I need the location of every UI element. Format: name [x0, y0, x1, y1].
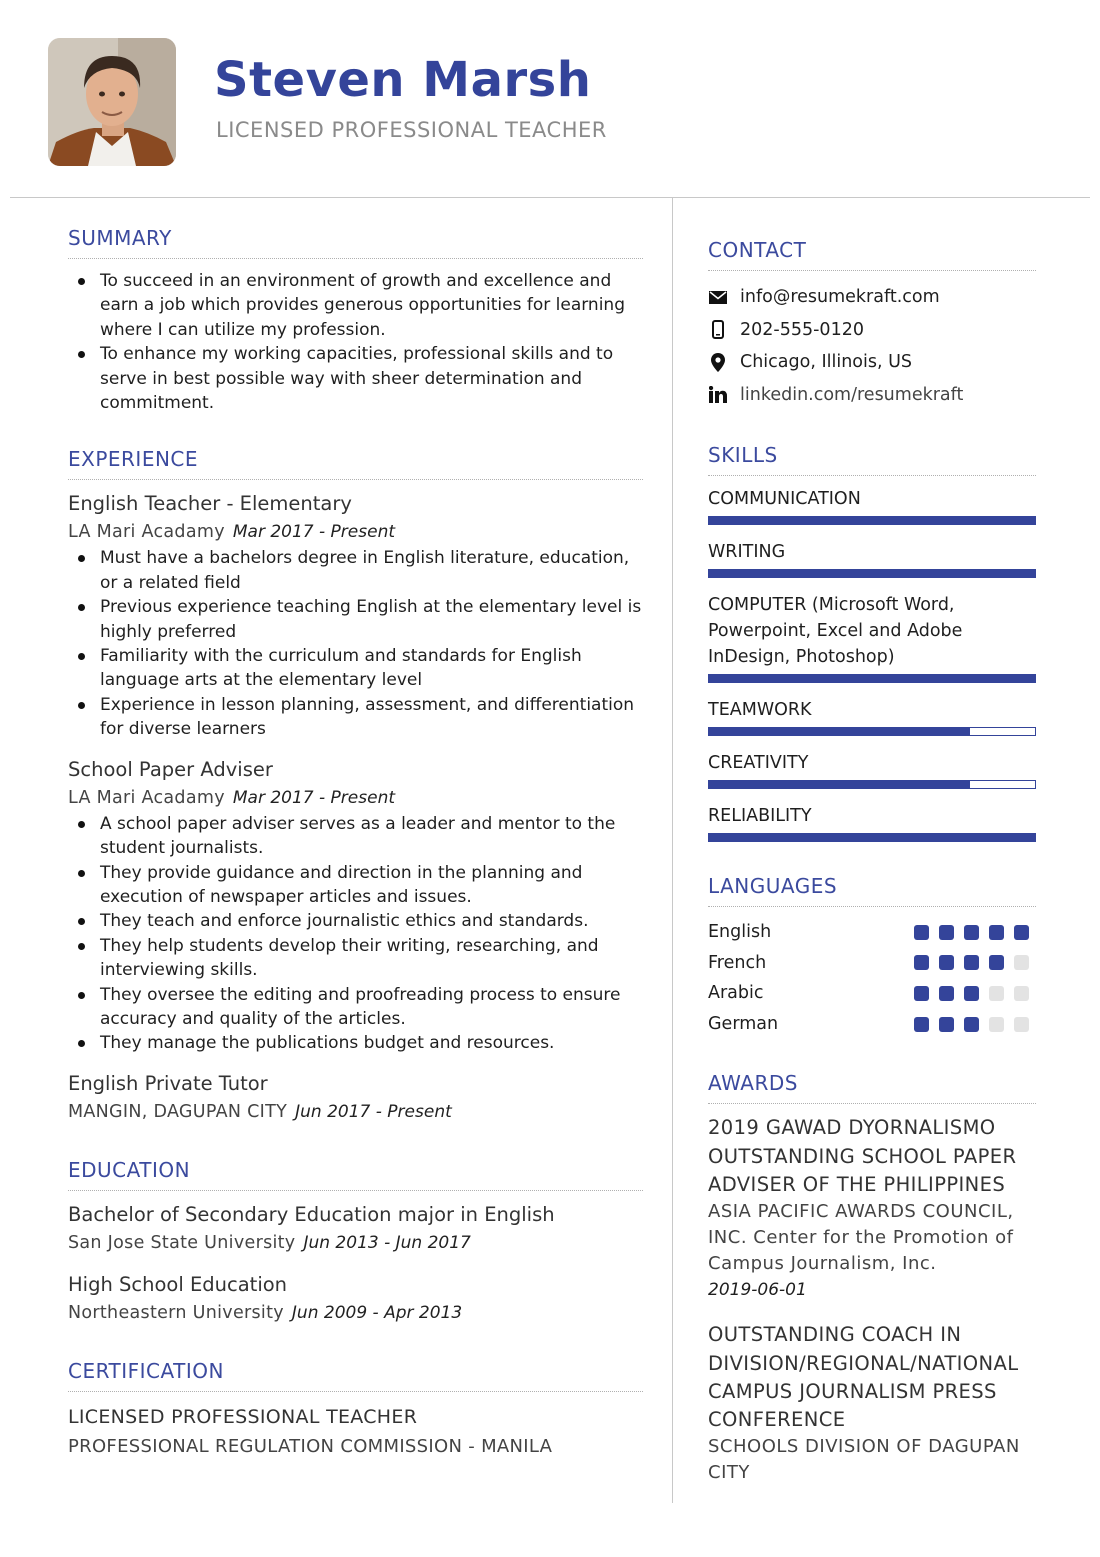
skill-level-fill — [709, 834, 1035, 841]
rating-dot-filled — [964, 955, 979, 970]
contact-section — [708, 238, 1036, 411]
contact-email: info@resumekraft.com — [740, 287, 940, 308]
skills-heading: SKILLS — [708, 443, 1036, 476]
skills-section — [708, 443, 1036, 842]
rating-dot-empty — [1014, 1017, 1029, 1032]
degree: Bachelor of Secondary Education major in English — [68, 1202, 555, 1226]
rating-dot-empty — [1014, 955, 1029, 970]
skill-item — [708, 750, 1036, 789]
skill-level-bar — [708, 569, 1036, 578]
job-meta — [68, 784, 643, 812]
job-duty: They oversee the editing and proofreading process to ensure accuracy and quality of the articles. — [68, 983, 643, 1032]
skill-name: TEAMWORK — [708, 700, 812, 720]
employer: LA Mari Acadamy — [68, 787, 225, 808]
language-item — [708, 978, 1036, 1009]
rating-dot-filled — [989, 925, 1004, 940]
rating-dot-filled — [964, 925, 979, 940]
job-duties — [68, 546, 643, 741]
experience-section — [68, 447, 643, 1125]
summary-list — [68, 269, 643, 415]
skill-name: WRITING — [708, 542, 786, 562]
skill-level-fill — [709, 517, 1035, 524]
map-pin-icon — [708, 352, 728, 372]
skill-item — [708, 539, 1036, 578]
skill-name: RELIABILITY — [708, 806, 812, 826]
skill-level-fill — [709, 570, 1035, 577]
language-rating — [914, 1017, 1036, 1032]
profile-photo-image — [48, 38, 176, 166]
experience-entry — [68, 1070, 643, 1126]
school: San Jose State University — [68, 1232, 296, 1253]
rating-dot-filled — [939, 925, 954, 940]
job-meta — [68, 518, 643, 546]
summary-section — [68, 226, 643, 415]
skill-level-bar — [708, 674, 1036, 683]
skill-level-bar — [708, 727, 1036, 736]
award-org: SCHOOLS DIVISION OF DAGUPAN CITY — [708, 1436, 1020, 1484]
skill-item — [708, 486, 1036, 525]
rating-dot-empty — [1014, 986, 1029, 1001]
rating-dot-filled — [1014, 925, 1029, 940]
languages-section — [708, 874, 1036, 1039]
award-entry — [708, 1321, 1036, 1486]
award-entry — [708, 1114, 1036, 1303]
language-name: English — [708, 922, 772, 943]
education-entry — [68, 1271, 643, 1327]
job-duty: Previous experience teaching English at the elementary level is highly preferred — [68, 595, 643, 644]
skill-level-fill — [709, 781, 970, 788]
certification-section — [68, 1359, 643, 1462]
rating-dot-filled — [939, 955, 954, 970]
rating-dot-filled — [964, 986, 979, 1001]
rating-dot-filled — [914, 1017, 929, 1032]
school: Northeastern University — [68, 1302, 284, 1323]
contact-heading: CONTACT — [708, 238, 1036, 271]
summary-item: To succeed in an environment of growth and excellence and earn a job which provides generous opportunities for learning where I can utilize my profession. — [68, 269, 643, 342]
experience-heading: EXPERIENCE — [68, 447, 643, 480]
summary-item: To enhance my working capacities, professional skills and to serve in best possible way with sheer determination and commitment. — [68, 342, 643, 415]
skill-level-bar — [708, 780, 1036, 789]
job-duty: They provide guidance and direction in the planning and execution of newspaper articles and issues. — [68, 861, 643, 910]
job-duty: Experience in lesson planning, assessment, and differentiation for diverse learners — [68, 693, 643, 742]
experience-entry — [68, 490, 643, 741]
job-title: School Paper Adviser — [68, 757, 273, 781]
certification-name: LICENSED PROFESSIONAL TEACHER — [68, 1405, 418, 1428]
award-date: 2019-06-01 — [708, 1280, 807, 1301]
job-duty: They help students develop their writing, researching, and interviewing skills. — [68, 934, 643, 983]
rating-dot-empty — [989, 1017, 1004, 1032]
language-name: Arabic — [708, 983, 764, 1004]
education-meta — [68, 1299, 643, 1327]
job-duty: Must have a bachelors degree in English literature, education, or a related field — [68, 546, 643, 595]
job-duty: A school paper adviser serves as a leader and mentor to the student journalists. — [68, 812, 643, 861]
rating-dot-filled — [914, 925, 929, 940]
education-section — [68, 1158, 643, 1327]
education-meta — [68, 1229, 643, 1257]
job-meta — [68, 1098, 643, 1126]
rating-dot-filled — [939, 1017, 954, 1032]
job-dates: Mar 2017 - Present — [232, 787, 396, 808]
contact-phone: 202-555-0120 — [740, 319, 864, 340]
skill-level-fill — [709, 675, 1035, 682]
contact-phone-row[interactable] — [708, 314, 1036, 347]
awards-heading: AWARDS — [708, 1071, 1036, 1104]
rating-dot-filled — [939, 986, 954, 1001]
linkedin-icon — [708, 385, 728, 405]
education-heading: EDUCATION — [68, 1158, 643, 1191]
rating-dot-filled — [989, 955, 1004, 970]
rating-dot-filled — [914, 955, 929, 970]
contact-linkedin: linkedin.com/resumekraft — [740, 384, 964, 405]
language-name: French — [708, 952, 767, 973]
skill-item — [708, 592, 1036, 683]
resume-header — [0, 0, 1100, 198]
job-title: English Teacher - Elementary — [68, 492, 352, 516]
skill-name: COMPUTER (Microsoft Word, Powerpoint, Excel and Adobe InDesign, Photoshop) — [708, 595, 963, 667]
education-dates: Jun 2009 - Apr 2013 — [291, 1302, 463, 1323]
candidate-name: Steven Marsh — [214, 52, 592, 108]
header-divider — [10, 197, 1090, 198]
skill-item — [708, 803, 1036, 842]
skill-item — [708, 697, 1036, 736]
contact-location: Chicago, Illinois, US — [740, 352, 913, 373]
award-org: ASIA PACIFIC AWARDS COUNCIL, INC. Center for the Promotion of Campus Journalism, Inc. — [708, 1201, 1014, 1275]
rating-dot-empty — [989, 986, 1004, 1001]
skill-level-bar — [708, 516, 1036, 525]
education-entry — [68, 1201, 643, 1257]
languages-heading: LANGUAGES — [708, 874, 1036, 907]
skill-name: CREATIVITY — [708, 753, 809, 773]
rating-dot-filled — [964, 1017, 979, 1032]
employer: LA Mari Acadamy — [68, 522, 225, 543]
job-dates: Mar 2017 - Present — [232, 522, 396, 543]
job-duties — [68, 812, 643, 1056]
language-item — [708, 948, 1036, 979]
language-item — [708, 917, 1036, 948]
degree: High School Education — [68, 1272, 288, 1296]
skills-list — [708, 486, 1036, 842]
job-duty: They teach and enforce journalistic ethics and standards. — [68, 909, 643, 933]
skill-name: COMMUNICATION — [708, 489, 861, 509]
certification-org: PROFESSIONAL REGULATION COMMISSION - MANILA — [68, 1435, 553, 1457]
award-title: OUTSTANDING COACH IN DIVISION/REGIONAL/NATIONAL CAMPUS JOURNALISM PRESS CONFERENCE — [708, 1323, 1019, 1432]
education-dates: Jun 2013 - Jun 2017 — [303, 1232, 471, 1253]
job-duty: Familiarity with the curriculum and standards for English language arts at the elementary level — [68, 644, 643, 693]
mobile-phone-icon — [708, 320, 728, 340]
experience-entry — [68, 756, 643, 1056]
envelope-icon — [708, 287, 728, 307]
contact-linkedin-row[interactable] — [708, 379, 1036, 412]
languages-list — [708, 917, 1036, 1039]
certification-heading: CERTIFICATION — [68, 1359, 643, 1392]
job-dates: Jun 2017 - Present — [295, 1101, 452, 1122]
skill-level-bar — [708, 833, 1036, 842]
summary-heading: SUMMARY — [68, 226, 643, 259]
left-column — [68, 226, 643, 1494]
right-column — [708, 238, 1036, 1518]
language-rating — [914, 955, 1036, 970]
language-rating — [914, 986, 1036, 1001]
awards-section — [708, 1071, 1036, 1486]
contact-location-row — [708, 346, 1036, 379]
column-divider — [672, 198, 673, 1503]
employer: MANGIN, DAGUPAN CITY — [68, 1101, 288, 1122]
job-title: English Private Tutor — [68, 1071, 268, 1095]
profile-photo — [48, 38, 176, 166]
job-duty: They manage the publications budget and resources. — [68, 1031, 643, 1055]
award-title: 2019 GAWAD DYORNALISMO OUTSTANDING SCHOOL PAPER ADVISER OF THE PHILIPPINES — [708, 1116, 1017, 1196]
candidate-job-title: LICENSED PROFESSIONAL TEACHER — [216, 118, 607, 142]
language-rating — [914, 925, 1036, 940]
language-name: German — [708, 1014, 779, 1035]
language-item — [708, 1009, 1036, 1040]
skill-level-fill — [709, 728, 970, 735]
rating-dot-filled — [914, 986, 929, 1001]
contact-email-row[interactable] — [708, 281, 1036, 314]
